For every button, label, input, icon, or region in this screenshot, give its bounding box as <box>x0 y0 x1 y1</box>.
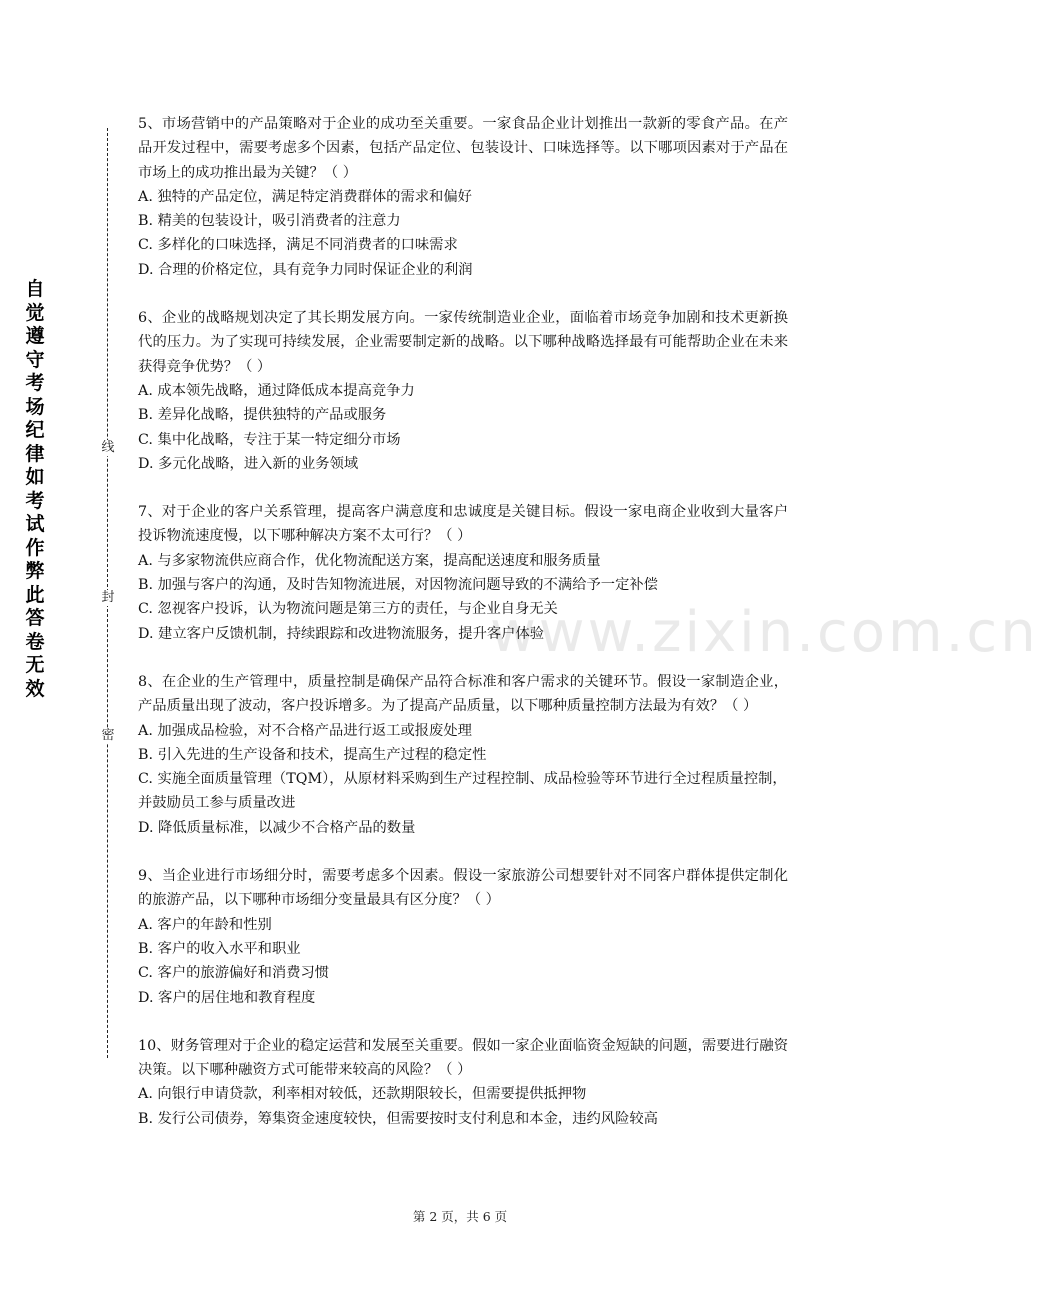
option-d[interactable]: D. 多元化战略，进入新的业务领域 <box>138 455 359 472</box>
question-stem: 8、在企业的生产管理中，质量控制是确保产品符合标准和客户需求的关键环节。假设一家制造企业，产品质量出现了波动，客户投诉增多。为了提高产品质量，以下哪种质量控制方法最为有效？（ ） <box>138 673 788 715</box>
question-list <box>138 112 788 1155</box>
question-stem: 10、财务管理对于企业的稳定运营和发展至关重要。假如一家企业面临资金短缺的问题，需要进行融资决策。以下哪种融资方式可能带来较高的风险？（ ） <box>138 1037 788 1079</box>
option-c[interactable]: C. 忽视客户投诉，认为物流问题是第三方的责任，与企业自身无关 <box>138 601 558 618</box>
question-6 <box>138 306 788 476</box>
option-b[interactable]: B. 引入先进的生产设备和技术，提高生产过程的稳定性 <box>138 746 487 763</box>
option-list <box>138 1082 788 1131</box>
option-list <box>138 185 788 282</box>
option-d[interactable]: D. 降低质量标准，以减少不合格产品的数量 <box>138 819 416 836</box>
option-b[interactable]: B. 客户的收入水平和职业 <box>138 940 301 957</box>
option-d[interactable]: D. 合理的价格定位，具有竞争力同时保证企业的利润 <box>138 261 473 278</box>
question-5 <box>138 112 788 282</box>
option-c[interactable]: C. 多样化的口味选择，满足不同消费者的口味需求 <box>138 237 458 254</box>
question-stem: 9、当企业进行市场细分时，需要考虑多个因素。假设一家旅游公司想要针对不同客户群体提供定制化的旅游产品，以下哪种市场细分变量最具有区分度？（ ） <box>138 868 788 909</box>
option-c[interactable]: C. 客户的旅游偏好和消费习惯 <box>138 965 330 982</box>
option-d[interactable]: D. 建立客户反馈机制，持续跟踪和改进物流服务，提升客户体验 <box>138 625 545 642</box>
option-list <box>138 379 788 476</box>
option-b[interactable]: B. 差异化战略，提供独特的产品或服务 <box>138 407 387 424</box>
question-stem: 7、对于企业的客户关系管理，提高客户满意度和忠诚度是关键目标。假设一家电商企业收到大量客户投诉物流速度慢，以下哪种解决方案不太可行？（ ） <box>138 504 788 545</box>
question-stem: 6、企业的战略规划决定了其长期发展方向。一家传统制造业企业，面临着市场竞争加剧和技术更新换代的压力。为了实现可持续发展，企业需要制定新的战略。以下哪种战略选择最有可能帮助企业在未来获得竞争优势？（ ） <box>138 310 788 375</box>
option-b[interactable]: B. 精美的包装设计，吸引消费者的注意力 <box>138 213 401 230</box>
question-7 <box>138 500 788 646</box>
option-b[interactable]: B. 加强与客户的沟通，及时告知物流进展，对因物流问题导致的不满给予一定补偿 <box>138 577 658 594</box>
watermark: www.zixin.com.cn <box>490 600 1039 665</box>
option-a[interactable]: A. 与多家物流供应商合作，优化物流配送方案，提高配送速度和服务质量 <box>138 552 601 569</box>
option-a[interactable]: A. 向银行申请贷款，利率相对较低，还款期限较长，但需要提供抵押物 <box>138 1086 587 1103</box>
option-a[interactable]: A. 客户的年龄和性别 <box>138 916 272 933</box>
option-a[interactable]: A. 成本领先战略，通过降低成本提高竞争力 <box>138 382 415 399</box>
binding-mark-mi: 密 <box>101 728 115 743</box>
binding-mark-xian: 线 <box>101 440 115 455</box>
option-c[interactable]: C. 实施全面质量管理（TQM），从原材料采购到生产过程控制、成品检验等环节进行全过程质量控制，并鼓励员工参与质量改进 <box>138 771 787 812</box>
question-10 <box>138 1034 788 1131</box>
option-d[interactable]: D. 客户的居住地和教育程度 <box>138 989 316 1006</box>
option-list <box>138 549 788 646</box>
option-list <box>138 719 788 840</box>
question-8 <box>138 670 788 840</box>
question-9 <box>138 864 788 1010</box>
option-c[interactable]: C. 集中化战略，专注于某一特定细分市场 <box>138 431 401 448</box>
page-number: 第 2 页，共 6 页 <box>412 1209 508 1224</box>
binding-mark-feng: 封 <box>101 590 115 605</box>
option-b[interactable]: B. 发行公司债券，筹集资金速度较快，但需要按时支付利息和本金，违约风险较高 <box>138 1110 658 1127</box>
question-stem: 5、市场营销中的产品策略对于企业的成功至关重要。一家食品企业计划推出一款新的零食产品。在产品开发过程中，需要考虑多个因素，包括产品定位、包装设计、口味选择等。以下哪项因素对于产品在市场上的成功推出最为关键？（ ） <box>138 116 788 181</box>
option-a[interactable]: A. 加强成品检验，对不合格产品进行返工或报废处理 <box>138 722 472 739</box>
exam-discipline-notice: 自觉遵守考场纪律如考试作弊此答卷无效 <box>25 278 45 700</box>
option-list <box>138 913 788 1010</box>
option-a[interactable]: A. 独特的产品定位，满足特定消费群体的需求和偏好 <box>138 188 472 205</box>
